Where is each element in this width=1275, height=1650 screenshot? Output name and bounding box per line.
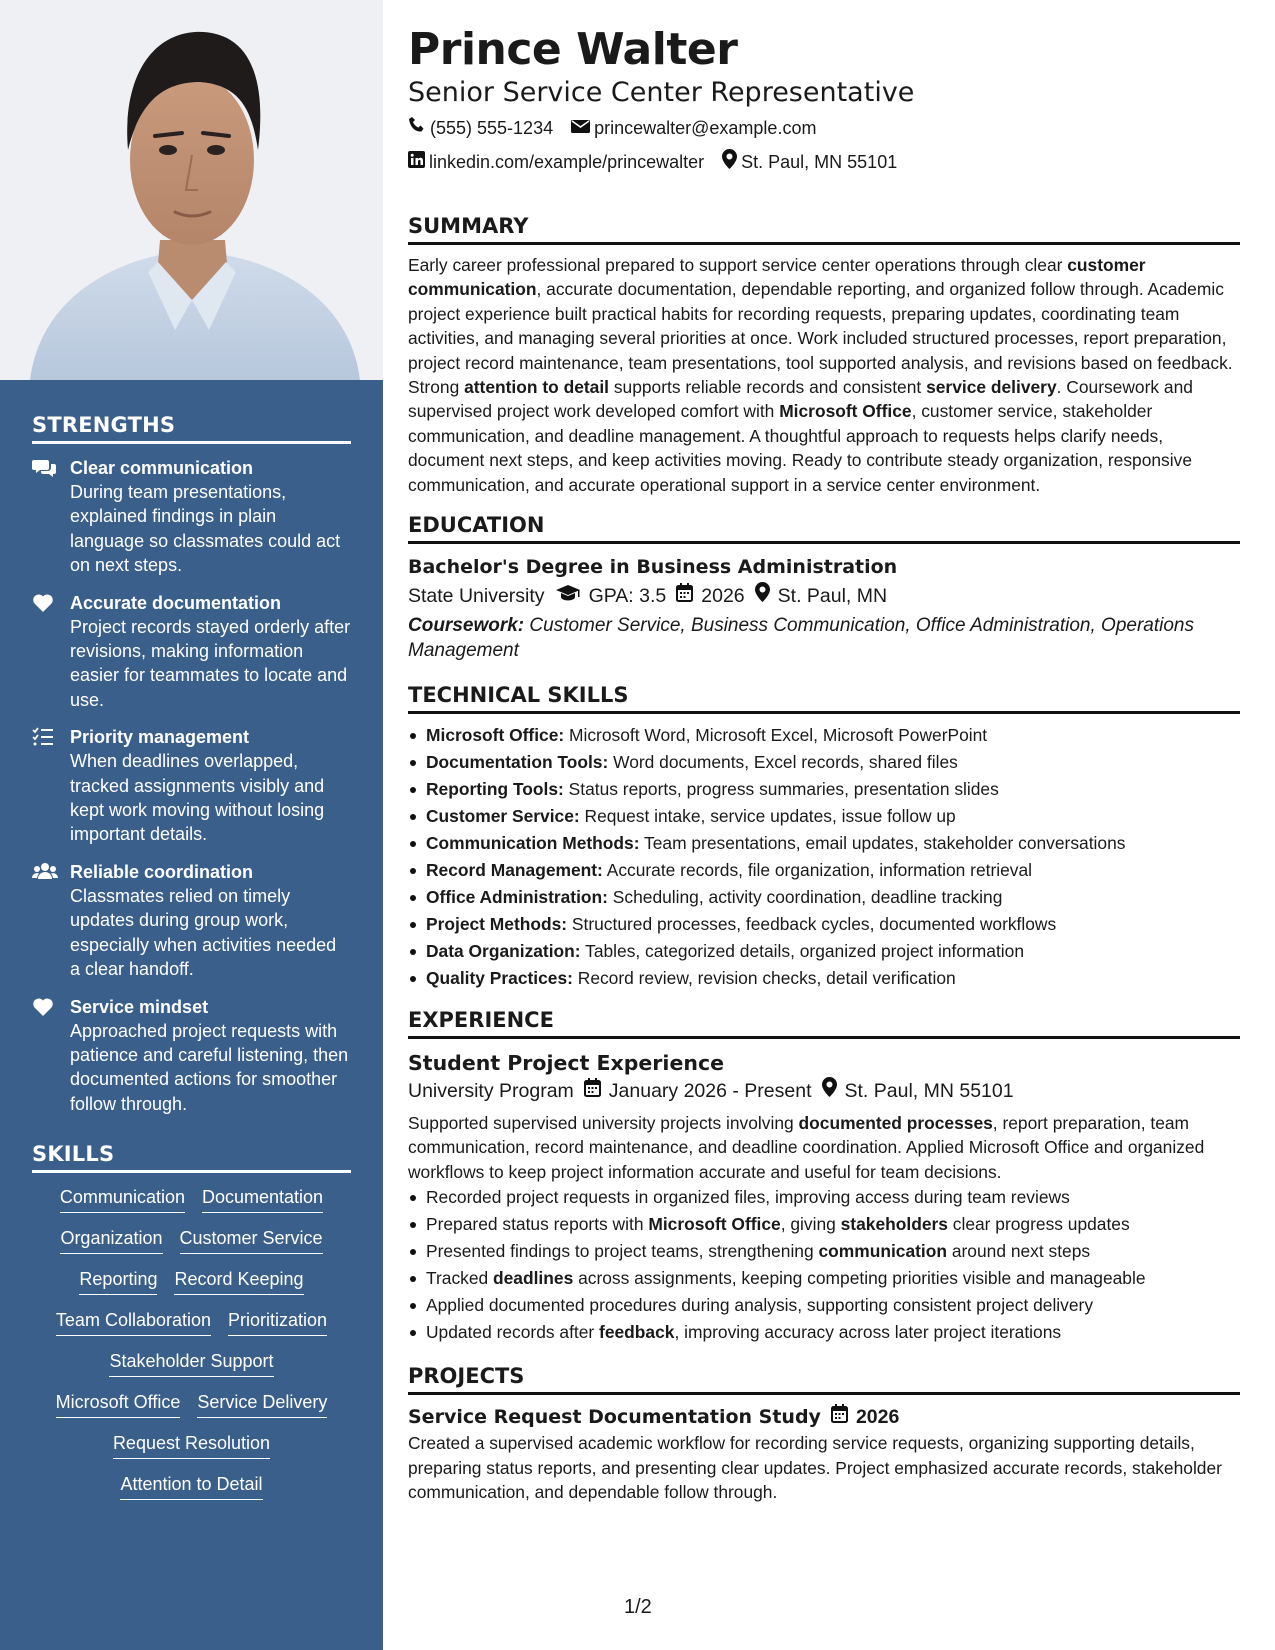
skill-chip: Reporting [79, 1267, 157, 1295]
bullet-keyword: Microsoft Office [648, 1214, 781, 1235]
gpa-text: GPA: 3.5 [588, 585, 667, 608]
portrait-illustration [0, 0, 383, 380]
education-location [755, 582, 887, 610]
school-name: State University [408, 585, 545, 608]
projects-section [408, 1364, 1240, 1504]
intro-text-part: , report preparation, team communication, record maintenance, and deadline coordination. Applied Microsoft Office and organized workflows to keep project information accurate and useful for team decisions. [408, 1113, 1205, 1182]
dates-text: January 2026 - Present [608, 1080, 812, 1103]
graduation-cap-icon [555, 582, 581, 610]
graduation-year [676, 582, 744, 610]
coursework [408, 614, 1240, 663]
list-item [408, 884, 1240, 911]
experience-section [408, 1008, 1240, 1346]
map-pin-icon [755, 582, 770, 610]
list-item [408, 1265, 1240, 1292]
comments-icon [32, 456, 70, 483]
contact-row [408, 149, 1240, 174]
map-pin-icon [722, 149, 737, 174]
skill-label: Project Methods: [426, 914, 568, 935]
summary-heading: SUMMARY [408, 214, 1240, 245]
experience-heading: EXPERIENCE [408, 1008, 1240, 1039]
skill-label: Communication Methods: [426, 833, 640, 854]
list-item [408, 749, 1240, 776]
experience-location [822, 1077, 1014, 1105]
experience-intro [408, 1111, 1240, 1184]
users-icon [32, 860, 70, 887]
candidate-name: Prince Walter [408, 24, 738, 75]
technical-skills-section [408, 683, 1240, 992]
skill-chip: Attention to Detail [120, 1472, 262, 1500]
calendar-icon [584, 1077, 601, 1105]
summary-text-part: , accurate documentation, dependable reporting, and organized follow through. Academic project experience built practical habits for recording requests, preparing updates, coordinating team activities, and managing several priorities at once. Work included structured processes, report preparation, project record maintenance, team presentations, tool supported analysis, and revisions based on feedback. Strong [408, 279, 1233, 398]
contact-linkedin [408, 151, 704, 173]
gpa [555, 582, 667, 610]
bullet-text: Tracked [426, 1268, 494, 1289]
experience-meta [408, 1077, 1240, 1105]
skill-label: Data Organization: [426, 941, 581, 962]
strength-desc: During team presentations, explained findings in plain language so classmates could act on next steps. [70, 482, 341, 576]
degree-title: Bachelor's Degree in Business Administration [408, 556, 898, 579]
skill-label: Microsoft Office: [426, 725, 565, 746]
project-year [831, 1403, 899, 1431]
experience-dates [584, 1077, 812, 1105]
list-item [408, 965, 1240, 992]
coursework-label: Coursework: [408, 615, 525, 637]
bullet-text: , improving accuracy across later project iterations [674, 1322, 1062, 1343]
skill-value: Tables, categorized details, organized project information [580, 941, 1025, 962]
bullet-text: Recorded project requests in organized files, improving access during team reviews [426, 1187, 1070, 1208]
strength-item [32, 995, 351, 1117]
technical-skills-heading: TECHNICAL SKILLS [408, 683, 1240, 714]
strength-title: Reliable coordination [70, 861, 254, 882]
sidebar [0, 0, 383, 1650]
strength-item [32, 456, 351, 578]
strength-desc: Classmates relied on timely updates during group work, especially when activities needed a clear handoff. [70, 885, 337, 980]
summary-section [408, 214, 1240, 497]
experience-bullets [408, 1184, 1240, 1346]
summary-text-part: Early career professional prepared to support service center operations through clear [408, 255, 1068, 275]
summary-text-part: , customer service, stakeholder communication, and deadline management. A thoughtful approach to requests helps clarify needs, document next steps, and keep activities moving. Ready to contribute steady organization, responsive communication, and accurate operational support in a service center environment. [408, 401, 1192, 495]
strength-title: Clear communication [70, 458, 254, 478]
calendar-icon [831, 1403, 848, 1431]
bullet-text: clear progress updates [947, 1214, 1130, 1235]
bullet-keyword: communication [818, 1241, 948, 1262]
organization-name: University Program [408, 1080, 574, 1103]
skill-chip: Stakeholder Support [109, 1349, 273, 1377]
skill-label: Reporting Tools: [426, 779, 564, 800]
skill-chip: Documentation [202, 1185, 323, 1213]
bullet-text: Presented findings to project teams, strengthening [426, 1241, 819, 1262]
list-item [408, 776, 1240, 803]
technical-skills-list [408, 722, 1240, 992]
project-header [408, 1403, 1240, 1431]
skills-heading: SKILLS [32, 1142, 351, 1173]
project-description: Created a supervised academic workflow for recording service requests, organizing supporting details, preparing status reports, and presenting clear updates. Project emphasized accurate records, stakeholder communication, and dependable follow through. [408, 1433, 1222, 1503]
skill-value: Record review, revision checks, detail verification [572, 968, 956, 989]
envelope-icon [571, 117, 590, 139]
skills-list [32, 1185, 351, 1500]
main-content [408, 0, 1240, 1505]
bullet-text: around next steps [947, 1241, 1091, 1262]
summary-text [408, 253, 1240, 497]
skill-value: Structured processes, feedback cycles, documented workflows [567, 914, 1057, 935]
skill-chip: Record Keeping [174, 1267, 303, 1295]
list-item [408, 857, 1240, 884]
skill-chip: Organization [60, 1226, 162, 1254]
skill-label: Quality Practices: [426, 968, 573, 989]
map-pin-icon [822, 1077, 837, 1105]
skill-chip: Microsoft Office [56, 1390, 181, 1418]
list-check-icon [32, 725, 70, 752]
bullet-keyword: deadlines [493, 1268, 574, 1289]
list-item [408, 1319, 1240, 1346]
summary-keyword: customer communication [408, 255, 1146, 300]
contact-row [408, 116, 1240, 139]
bullet-text: Prepared status reports with [426, 1214, 649, 1235]
education-section [408, 513, 1240, 663]
bullet-text: Updated records after [426, 1322, 600, 1343]
location-text: St. Paul, MN [777, 585, 888, 608]
year-text: 2026 [855, 1406, 900, 1429]
linkedin-link[interactable]: linkedin.com/example/princewalter [429, 151, 705, 172]
list-item [408, 911, 1240, 938]
page-number: 1/2 [624, 1596, 652, 1618]
skill-chip: Prioritization [228, 1308, 327, 1336]
heart-icon [32, 591, 70, 618]
list-item [408, 938, 1240, 965]
contact-location [722, 149, 897, 174]
project-title: Service Request Documentation Study [408, 1406, 821, 1429]
skill-label: Customer Service: [426, 806, 580, 827]
bullet-keyword: stakeholders [840, 1214, 948, 1235]
linkedin-icon [408, 151, 425, 173]
strength-title: Service mindset [70, 996, 209, 1017]
strength-item [32, 591, 351, 713]
coursework-list: Customer Service, Business Communication, Office Administration, Operations Management [408, 615, 1194, 661]
strength-desc: Approached project requests with patience and careful listening, then documented actions for smoother follow through. [70, 1020, 349, 1114]
year-text: 2026 [701, 585, 745, 608]
list-item [408, 803, 1240, 830]
skill-label: Record Management: [426, 860, 603, 881]
list-item [408, 1211, 1240, 1238]
skill-value: Microsoft Word, Microsoft Excel, Microsoft PowerPoint [564, 725, 988, 746]
list-item [408, 1184, 1240, 1211]
summary-keyword: Microsoft Office [779, 401, 912, 422]
skill-chip: Request Resolution [113, 1431, 270, 1459]
strength-desc: When deadlines overlapped, tracked assignments visibly and kept work moving without losing important details. [70, 751, 325, 845]
phone-icon [408, 116, 426, 139]
skill-value: Status reports, progress summaries, presentation slides [563, 779, 999, 800]
skill-value: Request intake, service updates, issue follow up [579, 806, 956, 827]
contact-email [571, 117, 816, 139]
intro-keyword: documented processes [798, 1113, 993, 1134]
strength-title: Priority management [70, 727, 250, 748]
skill-label: Office Administration: [426, 887, 608, 908]
skill-value: Team presentations, email updates, stakeholder conversations [639, 833, 1126, 854]
profile-photo [0, 0, 383, 380]
skill-chip: Service Delivery [197, 1390, 327, 1418]
email-link[interactable]: princewalter@example.com [594, 117, 817, 138]
skill-value: Scheduling, activity coordination, deadline tracking [607, 887, 1003, 908]
skill-chip: Team Collaboration [56, 1308, 211, 1336]
location-text: St. Paul, MN 55101 [741, 151, 898, 172]
strength-desc: Project records stayed orderly after revisions, making information easier for teammates to locate and use. [70, 616, 351, 710]
projects-heading: PROJECTS [408, 1364, 1240, 1395]
strengths-heading: STRENGTHS [32, 413, 351, 444]
skill-value: Word documents, Excel records, shared files [608, 752, 958, 773]
summary-text-part: supports reliable records and consistent [609, 377, 927, 398]
summary-text-part: . Coursework and supervised project work developed comfort with [408, 377, 1193, 422]
list-item [408, 1292, 1240, 1319]
skill-label: Documentation Tools: [426, 752, 609, 773]
bullet-keyword: feedback [599, 1322, 675, 1343]
education-meta [408, 582, 1240, 610]
skill-value: Accurate records, file organization, information retrieval [602, 860, 1033, 881]
list-item [408, 1238, 1240, 1265]
bullet-text: Applied documented procedures during analysis, supporting consistent project delivery [426, 1295, 1094, 1316]
location-text: St. Paul, MN 55101 [844, 1080, 1014, 1103]
skill-chip: Communication [60, 1185, 185, 1213]
bullet-text: across assignments, keeping competing priorities visible and manageable [573, 1268, 1146, 1289]
skill-chip: Customer Service [180, 1226, 323, 1254]
experience-title: Student Project Experience [408, 1051, 724, 1076]
candidate-role: Senior Service Center Representative [408, 77, 915, 108]
summary-keyword: attention to detail [464, 377, 609, 398]
list-item [408, 722, 1240, 749]
education-heading: EDUCATION [408, 513, 1240, 544]
strength-item [32, 860, 351, 982]
contact-phone [408, 116, 553, 139]
strength-title: Accurate documentation [70, 592, 282, 613]
calendar-icon [676, 582, 693, 610]
bullet-text: , giving [780, 1214, 841, 1235]
intro-text-part: Supported supervised university projects involving [408, 1113, 799, 1134]
list-item [408, 830, 1240, 857]
heart-icon [32, 995, 70, 1022]
phone-text[interactable]: (555) 555-1234 [430, 117, 554, 138]
strength-item [32, 725, 351, 847]
summary-keyword: service delivery [926, 377, 1057, 398]
